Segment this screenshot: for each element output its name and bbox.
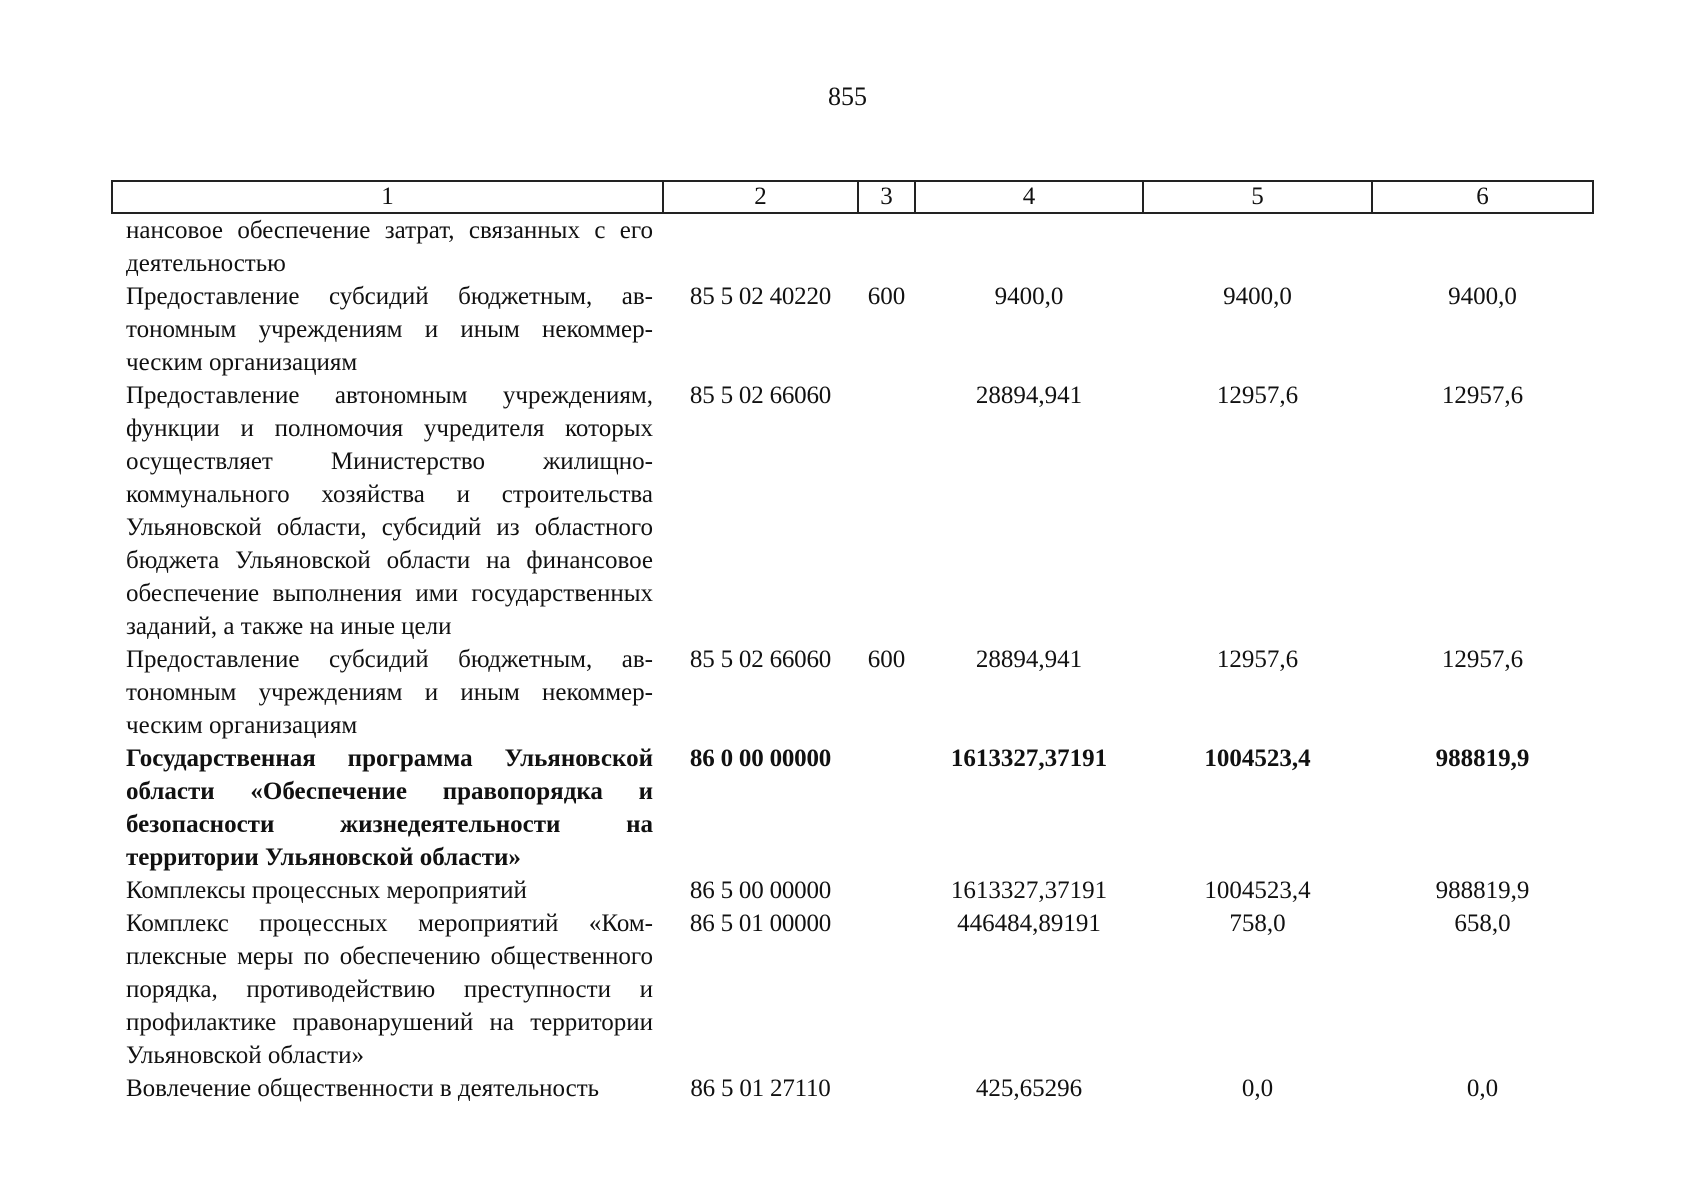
row-value-col6: 12957,6: [1441, 646, 1524, 673]
row-value-col5: 12957,6: [1216, 382, 1299, 409]
row-value-col5: 0,0: [1241, 1075, 1274, 1102]
row-name: Вовлечение общественности в деятельность: [126, 1075, 600, 1102]
row-code: 86 5 00 00000: [689, 877, 832, 904]
row-name: Предоставление автономным учреждениям, функции и полномочия учредителя которых осуществляет Министерство жилищно-коммунального хозяйства и строительства Ульяновской области, субсидий из областного бюджета Ульяновской области на финансовое обеспечение выполнения ими государственных заданий, а также на иные цели: [126, 382, 653, 640]
row-value-col6: 0,0: [1466, 1075, 1499, 1102]
row-code: 85 5 02 40220: [689, 283, 832, 310]
table-row: [112, 643, 1593, 742]
row-value-col4: 1613327,37191: [950, 745, 1108, 772]
row-value-col6: 658,0: [1454, 910, 1511, 937]
row-name: Комплексы процессных мероприятий: [126, 877, 527, 904]
column-header-2: 2: [663, 181, 858, 213]
table-row: [112, 213, 1593, 280]
row-name: Комплекс процессных мероприятий «Комплексные меры по обеспечению общественного порядка, противодействию преступности и профилактике правонарушений на территории Ульяновской области»: [126, 910, 653, 1069]
row-value-col4: 446484,89191: [957, 910, 1101, 937]
row-value-col4: [915, 213, 1143, 280]
row-code: 85 5 02 66060: [689, 646, 832, 673]
row-code: 86 5 01 27110: [690, 1075, 831, 1102]
row-expense-type: [858, 742, 915, 874]
row-value-col5: 9400,0: [1223, 283, 1292, 310]
row-value-col6: 9400,0: [1448, 283, 1517, 310]
table-row: [112, 742, 1593, 874]
table-row: [112, 1072, 1593, 1105]
header-row: [112, 181, 1593, 213]
row-name: Предоставление субсидий бюджетным, автономным учреждениям и иным некоммерческим организациям: [126, 646, 653, 739]
row-expense-type: 600: [867, 283, 906, 310]
table-row: [112, 874, 1593, 907]
budget-table-wrapper: [111, 180, 1592, 1105]
column-header-1: 1: [112, 181, 663, 213]
table-header: [112, 181, 1593, 213]
table-body: [112, 213, 1593, 1105]
row-value-col6: 12957,6: [1441, 382, 1524, 409]
column-header-3: 3: [858, 181, 915, 213]
row-value-col6: 988819,9: [1435, 745, 1530, 772]
row-expense-type: [858, 1072, 915, 1105]
row-value-col6: [1372, 213, 1593, 280]
row-code: 85 5 02 66060: [689, 382, 832, 409]
column-header-5: 5: [1143, 181, 1372, 213]
row-value-col5: 12957,6: [1216, 646, 1299, 673]
budget-table: [111, 180, 1594, 1105]
row-name: нансовое обеспечение затрат, связанных с его деятельностью: [126, 217, 653, 277]
row-value-col4: 1613327,37191: [950, 877, 1108, 904]
row-value-col5: 1004523,4: [1204, 745, 1311, 772]
table-row: [112, 280, 1593, 379]
row-code: [663, 213, 858, 280]
row-value-col4: 425,65296: [975, 1075, 1083, 1102]
row-value-col4: 9400,0: [994, 283, 1064, 310]
column-header-4: 4: [915, 181, 1143, 213]
row-expense-type: [858, 907, 915, 1072]
row-name: Предоставление субсидий бюджетным, автономным учреждениям и иным некоммерческим организациям: [126, 283, 653, 376]
row-expense-type: [858, 379, 915, 643]
row-expense-type: [858, 213, 915, 280]
row-value-col5: 1004523,4: [1204, 877, 1311, 904]
row-code: 86 5 01 00000: [689, 910, 832, 937]
row-value-col5: 758,0: [1229, 910, 1286, 937]
row-name: Государственная программа Ульяновской области «Обеспечение правопорядка и безопасности жизнедеятельности на территории Ульяновской области»: [126, 745, 653, 871]
row-code: 86 0 00 00000: [689, 745, 832, 772]
row-expense-type: 600: [867, 646, 906, 673]
table-row: [112, 907, 1593, 1072]
table-row: [112, 379, 1593, 643]
row-value-col4: 28894,941: [975, 382, 1083, 409]
page-number: 855: [828, 82, 867, 111]
row-value-col6: 988819,9: [1435, 877, 1530, 904]
column-header-6: 6: [1372, 181, 1593, 213]
row-value-col5: [1143, 213, 1372, 280]
row-value-col4: 28894,941: [975, 646, 1083, 673]
row-expense-type: [858, 874, 915, 907]
